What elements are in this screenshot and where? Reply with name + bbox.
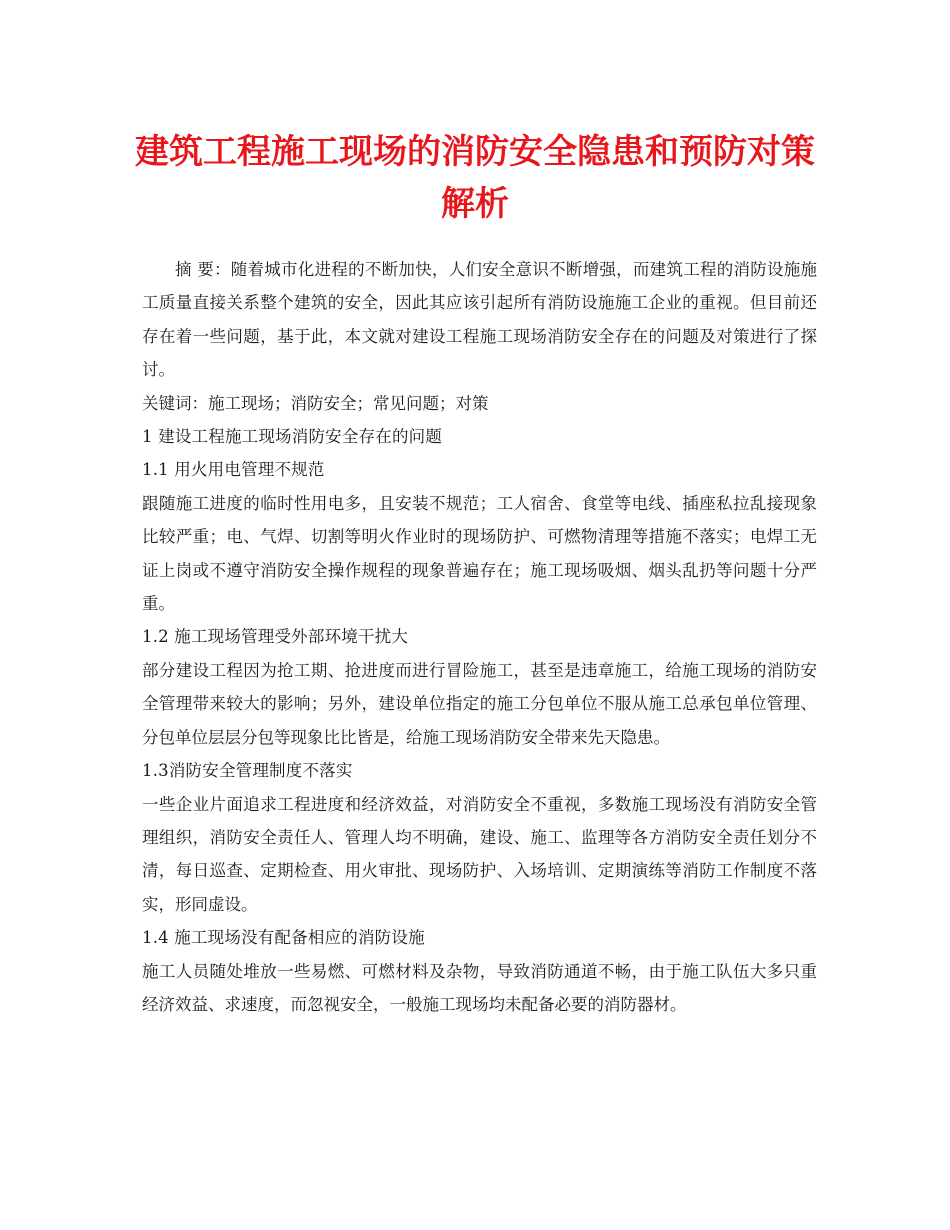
subsection-1-2-heading: 1.2 施工现场管理受外部环境干扰大 [142,627,409,647]
subsection-1-4-heading: 1.4 施工现场没有配备相应的消防设施 [142,928,425,948]
document-body [142,253,817,1021]
subsection-1-4-text: 施工人员随处堆放一些易燃、可燃材料及杂物，导致消防通道不畅，由于施工队伍大多只重经济效益、求速度，而忽视安全，一般施工现场均未配备必要的消防器材。 [142,961,817,1014]
section-1-heading: 1 建设工程施工现场消防安全存在的问题 [142,427,443,447]
subsection-1-2-text: 部分建设工程因为抢工期、抢进度而进行冒险施工，甚至是违章施工，给施工现场的消防安全管理带来较大的影响；另外，建设单位指定的施工分包单位不服从施工总承包单位管理、分包单位层层分包等现象比比皆是，给施工现场消防安全带来先天隐患。 [142,660,817,747]
subsection-1-1-heading: 1.1 用火用电管理不规范 [142,460,325,480]
subsection-1-3-heading: 1.3消防安全管理制度不落实 [142,761,353,781]
abstract-paragraph: 摘 要：随着城市化进程的不断加快，人们安全意识不断增强，而建筑工程的消防设施施工质量直接关系整个建筑的安全，因此其应该引起所有消防设施施工企业的重视。但目前还存在着一些问题，基于此，本文就对建设工程施工现场消防安全存在的问题及对策进行了探讨。 [142,260,817,380]
subsection-1-3-text: 一些企业片面追求工程进度和经济效益，对消防安全不重视，多数施工现场没有消防安全管理组织，消防安全责任人、管理人均不明确，建设、施工、监理等各方消防安全责任划分不清，每日巡查、定期检查、用火审批、现场防护、入场培训、定期演练等消防工作制度不落实，形同虚设。 [142,794,817,914]
keywords-line: 关键词：施工现场；消防安全；常见问题；对策 [142,393,489,413]
subsection-1-1-text: 跟随施工进度的临时性用电多，且安装不规范；工人宿舍、食堂等电线、插座私拉乱接现象比较严重；电、气焊、切割等明火作业时的现场防护、可燃物清理等措施不落实；电焊工无证上岗或不遵守消防安全操作规程的现象普遍存在；施工现场吸烟、烟头乱扔等问题十分严重。 [142,493,817,614]
document-title: 建筑工程施工现场的消防安全隐患和预防对策解析 [135,132,815,224]
